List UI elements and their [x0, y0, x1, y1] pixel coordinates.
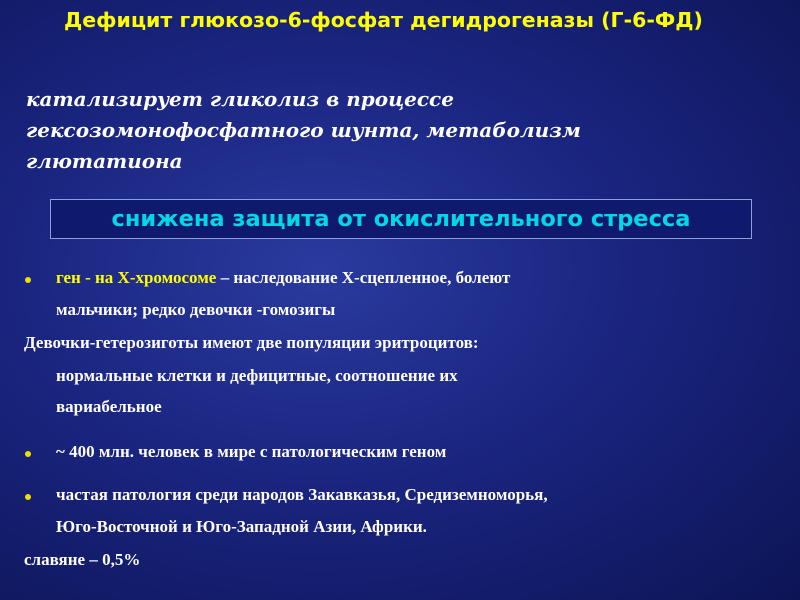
bullet-icon — [25, 451, 31, 457]
list-item — [56, 268, 510, 288]
paragraph-text: вариабельное — [56, 397, 162, 416]
paragraph-text: Девочки-гетерозиготы имеют две популяции эритроцитов: — [24, 333, 479, 352]
item-text: мальчики; редко девочки -гомозигы — [56, 300, 336, 319]
highlight-text: ген - на Х-хромосоме — [56, 268, 217, 287]
paragraph-text: нормальные клетки и дефицитные, соотношение их — [56, 366, 458, 385]
subtitle-line: катализирует гликолиз в процессе — [26, 87, 454, 111]
bullet-icon — [25, 494, 31, 500]
subtitle-line: глютатиона — [26, 149, 183, 173]
bullet-icon — [25, 277, 31, 283]
item-text: Юго-Восточной и Юго-Западной Азии, Африки. — [56, 517, 427, 536]
subtitle-line: гексозомонофосфатного шунта, метаболизм — [26, 118, 581, 142]
highlight-box: снижена защита от окислительного стресса — [50, 199, 752, 239]
slide-title: Дефицит глюкозо-6-фосфат дегидрогеназы (Г-6-ФД) — [64, 8, 703, 32]
paragraph-text: славяне – 0,5% — [24, 550, 141, 569]
item-text: – наследование Х-сцепленное, болеют — [216, 268, 511, 287]
list-item: ~ 400 млн. человек в мире с патологическим геном — [56, 442, 447, 461]
list-item: частая патология среди народов Закавказья, Средиземноморья, — [56, 485, 548, 504]
